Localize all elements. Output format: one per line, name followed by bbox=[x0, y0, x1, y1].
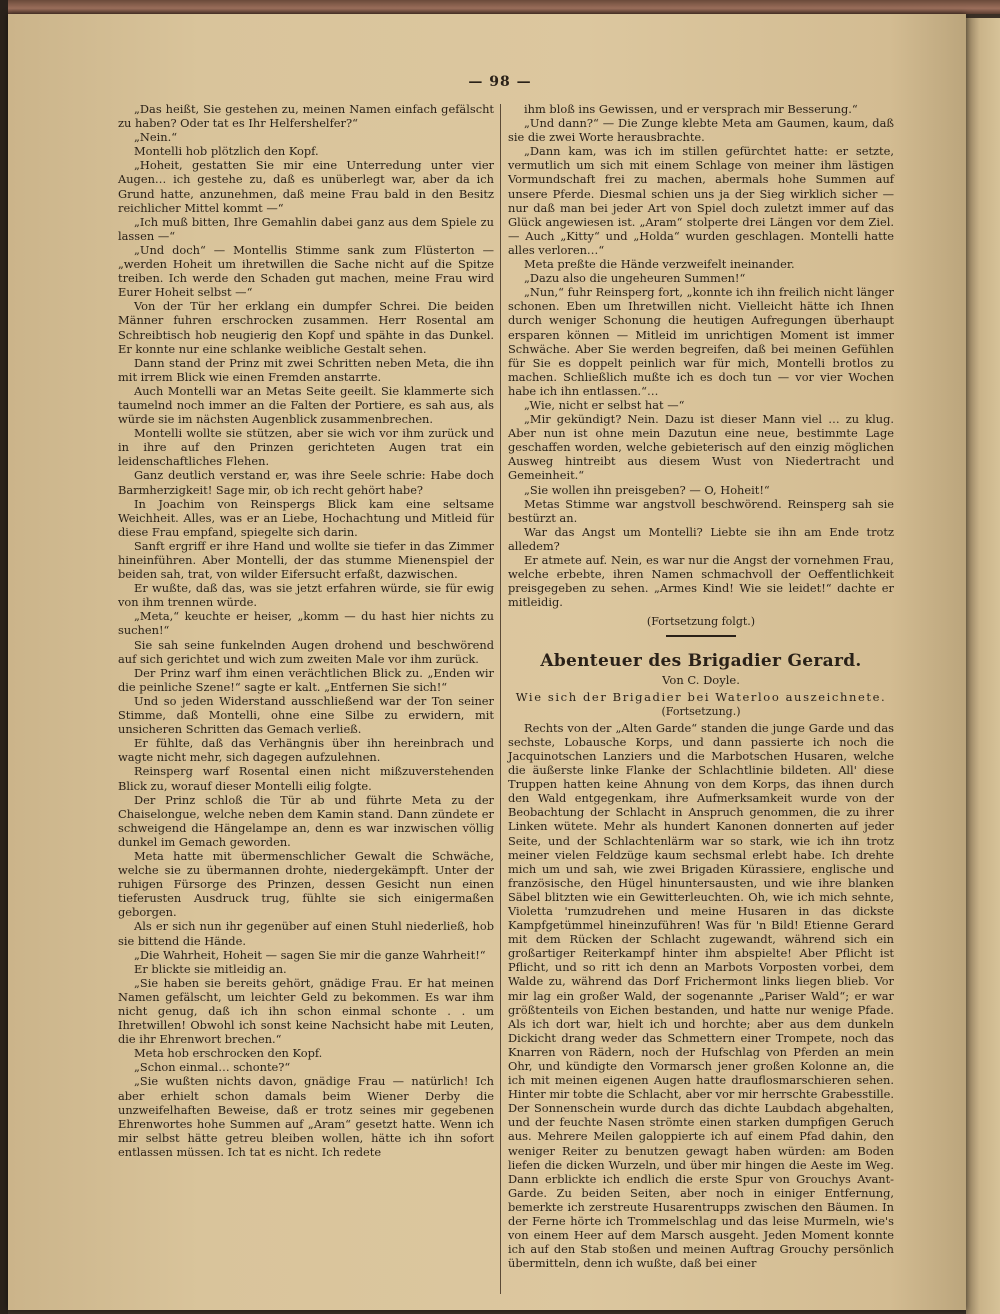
right-column-paragraph: „Sie wollen ihn preisgeben? — O, Hoheit!“ bbox=[524, 482, 770, 497]
right-column-paragraph: Metas Stimme war angstvoll beschwörend. Reinsperg sah sie bestürzt an. bbox=[508, 496, 894, 525]
left-column bbox=[118, 102, 494, 1159]
right-column-paragraph: „Dann kam, was ich im stillen gefürchtet hatte: er setzte, vermutlich um sich mit einem Schlage von meiner ihm lästigen Vormundschaft frei zu machen, abermals hohe Summen auf unsere Pferde. Diesmal schien uns ja der Sieg wirklich sicher — nur daß man bei jeder Art von Spiel doch zuletzt immer auf das Glück angewiesen ist. „Aram“ stolperte drei Längen vor dem Ziel. — Auch „Kitty“ und „Holda“ wurden geschlagen. Montelli hatte alles verloren…“ bbox=[508, 144, 894, 257]
story-continuation bbox=[508, 102, 894, 609]
left-column-paragraph: Und so jeden Widerstand ausschließend war der Ton seiner Stimme, daß Montelli, ohne eine Silbe zu erwidern, mit unsicheren Schritten das Gemach verließ. bbox=[118, 693, 494, 737]
right-column-paragraph: ihm bloß ins Gewissen, und er versprach mir Besserung.“ bbox=[524, 102, 858, 116]
book-binding-strip bbox=[8, 0, 1000, 14]
right-column-paragraph: Meta preßte die Hände verzweifelt ineinander. bbox=[524, 257, 795, 272]
left-column-paragraph: In Joachim von Reinspergs Blick kam eine seltsame Weichheit. Alles, was er an Liebe, Hochachtung und Mitleid für diese Frau empfand, spiegelte sich darin. bbox=[118, 496, 494, 539]
article-paragraph: Rechts von der „Alten Garde“ standen die junge Garde und das sechste, Lobausche Korps, und dann passierte ich noch die Jacquinotschen Lanziers und die Marbotschen Husaren, welche die äußerste linke Flanke der Schlachtlinie bildeten. All' diese Truppen hatten keine Ahnung von dem Korps, das ihnen durch den Wald entgegenkam, ihre Aufmerksamkeit wurde von der Beobachtung der Schlacht in Anspruch genommen, die zu ihrer Linken wütete. Mehr als hundert Kanonen donnerten auf jeder Seite, und der Schlachtenlärm war so stark, wie ich ihn trotz meiner vielen Feldzüge kaum sechsmal erlebt habe. Ich drehte mich um und sah, wie zwei Brigaden Kürassiere, englische und französische, den Hügel hinuntersausten, und wie ihre blanken Säbel blitzten wie ein Gewitterleuchten. Oh, wie ich mich sehnte, Violetta 'rumzudrehen und meine Husaren in das dickste Kampfgetümmel hineinzuführen! Was für 'n Bild! Etienne Gerard mit dem Rücken der Schlacht zugewandt, während sich ein großartiger Reiterkampf hinter ihm abspielte! Aber Pflicht ist Pflicht, und so ritt ich denn an Marbots Vorposten vorbei, dem Walde zu, während das Dorf Frichermont links liegen blieb. Vor mir lag ein großer Wald, der sogenannte „Pariser Wald“; er war größtenteils von Eichen bestanden, und hatte nur wenige Pfade. Als ich dort war, hielt ich und horchte; aber aus dem dunkeln Dickicht drang weder das Schmettern einer Trompete, noch das Knarren von Rädern, noch der Hufschlag von Pferden an mein Ohr, und kündigte den Vormarsch jener großen Kolonne an, die ich mit meinen eigenen Augen hatte drauflosmarschieren sehen. Hinter mir tobte die Schlacht, aber vor mir herrschte Grabesstille. Der Sonnenschein wurde durch das dichte Laubdach abgehalten, und der feuchte Nasen strömte einen starken dumpfigen Geruch aus. Mehrere Meilen galoppierte ich auf einem Pfad dahin, den weniger Reiter zu benutzen gewagt haben würden: am Boden liefen die dicken Wurzeln, und über mir hingen die Aeste im Weg. Dann erblickte ich endlich die erste Spur von Grouchys Avant-Garde. Zu beiden Seiten, aber noch in einiger Entfernung, bemerkte ich zerstreute Husarentrupps zwischen den Bäumen. In der Ferne hörte ich Trommelschlag und das leise Murmeln, wie's von einem Heer auf dem Marsch ausgeht. Jeden Moment konnte ich auf den Stab stoßen und meinen Auftrag Grouchy persönlich übermitteln, denn ich wußte, daß bei einer bbox=[508, 720, 894, 1271]
section-rule bbox=[666, 635, 736, 637]
article-subtitle: Wie sich der Brigadier bei Waterloo auszeichnete. bbox=[515, 689, 887, 704]
to-be-continued-note: (Fortsetzung folgt.) bbox=[646, 615, 756, 629]
right-column-paragraph: „Wie, nicht er selbst hat —“ bbox=[524, 397, 685, 412]
left-column-paragraph: Der Prinz schloß die Tür ab und führte Meta zu der Chaiselongue, welche neben dem Kamin stand. Dann zündete er schweigend die Hängelampe an, denn es war inzwischen völlig dunkel im Gemach geworden. bbox=[118, 792, 494, 849]
left-column-paragraph: Er fühlte, daß das Verhängnis über ihn hereinbrach und wagte nicht mehr, sich dagegen aufzulehnen. bbox=[118, 736, 494, 765]
left-column-paragraph: „Das heißt, Sie gestehen zu, meinen Namen einfach gefälscht zu haben? Oder tat es Ihr Helfershelfer?“ bbox=[118, 102, 494, 131]
left-column-paragraph: Er wußte, daß das, was sie jetzt erfahren würde, sie für ewig von ihm trennen würde. bbox=[118, 581, 494, 610]
scan-left-edge bbox=[0, 0, 8, 1314]
adjacent-page-edge bbox=[966, 18, 1000, 1314]
left-column-paragraph: „Die Wahrheit, Hoheit — sagen Sie mir die ganze Wahrheit!“ bbox=[134, 947, 486, 962]
left-column-paragraph: „Ich muß bitten, Ihre Gemahlin dabei ganz aus dem Spiele zu lassen —“ bbox=[118, 214, 494, 243]
left-column-paragraph: „Nein.“ bbox=[134, 130, 178, 145]
article-continuation-note: (Fortsetzung.) bbox=[661, 704, 741, 718]
left-column-paragraph: „Sie haben sie bereits gehört, gnädige Frau. Er hat meinen Namen gefälscht, um leichter Geld zu bekommen. Es war ihm nicht genug, daß ich ihn schon einmal schonte . . um Ihretwillen! Obwohl ich sonst keine Nachsicht habe mit Leuten, die ihr Ehrenwort brechen.“ bbox=[118, 975, 494, 1047]
right-column-paragraph: War das Angst um Montelli? Liebte sie ihn am Ende trotz alledem? bbox=[508, 524, 894, 553]
left-column-paragraph: Montelli wollte sie stützen, aber sie wich vor ihm zurück und in ihre auf den Prinzen gerichteten Augen trat ein leidenschaftliches Flehen. bbox=[118, 426, 494, 469]
left-column-paragraph: Dann stand der Prinz mit zwei Schritten neben Meta, die ihn mit irrem Blick wie einen Fremden anstarrte. bbox=[118, 355, 494, 384]
right-column-paragraph: „Mir gekündigt? Nein. Dazu ist dieser Mann viel … zu klug. Aber nun ist ohne mein Dazutun eine neue, bestimmte Lage geschaffen worden, welche gebieterisch auf den einzig möglichen Ausweg hintreibt aus diesem Wust von Niedertracht und Gemeinheit.“ bbox=[508, 412, 894, 483]
right-column bbox=[508, 102, 894, 1270]
left-column-paragraph: Montelli hob plötzlich den Kopf. bbox=[134, 144, 319, 159]
article-body bbox=[508, 721, 894, 1271]
left-column-paragraph: Als er sich nun ihr gegenüber auf einen Stuhl niederließ, hob sie bittend die Hände. bbox=[118, 919, 494, 948]
left-column-paragraph: Reinsperg warf Rosental einen nicht mißzuverstehenden Blick zu, worauf dieser Montelli eilig folgte. bbox=[118, 764, 494, 793]
left-column-paragraph: Er blickte sie mitleidig an. bbox=[134, 961, 287, 976]
right-column-paragraph: „Dazu also die ungeheuren Summen!“ bbox=[524, 271, 746, 286]
left-column-paragraph: Der Prinz warf ihm einen verächtlichen Blick zu. „Enden wir die peinliche Szene!“ sagte er kalt. „Entfernen Sie sich!“ bbox=[118, 665, 494, 694]
left-column-paragraph: Meta hob erschrocken den Kopf. bbox=[134, 1046, 323, 1061]
left-column-paragraph: „Hoheit, gestatten Sie mir eine Unterredung unter vier Augen… ich gestehe zu, daß es unüberlegt war, aber da ich Grund hatte, anzunehmen, daß meine Frau bald in den Besitz reichlicher Mittel kommt —“ bbox=[118, 158, 494, 215]
left-column-paragraph: Sie sah seine funkelnden Augen drohend und beschwörend auf sich gerichtet und wich zum zweiten Male vor ihm zurück. bbox=[118, 637, 494, 666]
left-column-paragraph: „Schon einmal… schonte?“ bbox=[134, 1060, 291, 1075]
left-column-paragraph: „Und doch“ — Montellis Stimme sank zum Flüsterton — „werden Hoheit um ihretwillen die Sache nicht auf die Spitze treiben. Ich werde den Schaden gut machen, meine Frau wird Eurer Hoheit selbst —“ bbox=[118, 242, 494, 300]
right-column-paragraph: „Nun,“ fuhr Reinsperg fort, „konnte ich ihn freilich nicht länger schonen. Eben um Ihretwillen nicht. Vielleicht hätte ich Ihnen durch weniger Schonung die heutigen Aufregungen überhaupt ersparen können — Mitleid im unrichtigen Moment ist immer Schwäche. Aber Sie werden begreifen, daß bei meinen Gefühlen für Sie es doppelt peinlich war für mich, Montelli brotlos zu machen. Schließlich mußte ich es doch tun — vor vier Wochen habe ich ihn entlassen.“… bbox=[508, 285, 894, 398]
article-author: Von C. Doyle. bbox=[662, 673, 740, 688]
left-column-paragraph: Meta hatte mit übermenschlicher Gewalt die Schwäche, welche sie zu übermannen drohte, niedergekämpft. Unter der ruhigen Fürsorge des Prinzen, dessen Gesicht nun einen tieferusten Ausdruck trug, fühlte sie sich einigermaßen geborgen. bbox=[118, 848, 494, 920]
left-column-paragraph: Von der Tür her erklang ein dumpfer Schrei. Die beiden Männer fuhren erschrocken zusammen. Herr Rosental am Schreibtisch hob neugierig den Kopf und spähte in das Dunkel. Er konnte nur eine schlanke weibliche Gestalt sehen. bbox=[118, 299, 494, 356]
left-column-paragraph: Sanft ergriff er ihre Hand und wollte sie tiefer in das Zimmer hineinführen. Aber Montelli, der das stumme Mienenspiel der beiden sah, trat, von wilder Eifersucht erfaßt, dazwischen. bbox=[118, 538, 494, 582]
column-divider bbox=[500, 104, 501, 1294]
page-number: — 98 — bbox=[468, 74, 532, 90]
left-column-paragraph: „Sie wußten nichts davon, gnädige Frau — natürlich! Ich aber erhielt schon damals beim Wiener Derby die unzweifelhaften Beweise, daß er trotz seines mir gegebenen Ehrenwortes hohe Summen auf „Aram“ gesetzt hatte. Wenn ich mir selbst hätte getreu bleiben wollen, hätte ich ihn sofort entlassen müssen. Ich tat es nicht. Ich redete bbox=[118, 1074, 494, 1159]
right-column-paragraph: Er atmete auf. Nein, es war nur die Angst der vornehmen Frau, welche erbebte, ihren Namen schmachvoll der Oeffentlichkeit preisgegeben zu sehen. „Armes Kind! Wie sie leidet!“ dachte er mitleidig. bbox=[508, 553, 894, 610]
left-column-paragraph: „Meta,“ keuchte er heiser, „komm — du hast hier nichts zu suchen!“ bbox=[118, 609, 494, 638]
article-title: Abenteuer des Brigadier Gerard. bbox=[540, 651, 862, 672]
left-column-paragraph: Ganz deutlich verstand er, was ihre Seele schrie: Habe doch Barmherzigkeit! Sage mir, ob ich recht gehört habe? bbox=[118, 468, 494, 497]
left-column-paragraph: Auch Montelli war an Metas Seite geeilt. Sie klammerte sich taumelnd noch immer an die Falten der Portiere, es sah aus, als würde sie im nächsten Augenblick zusammenbrechen. bbox=[118, 383, 494, 427]
right-column-paragraph: „Und dann?“ — Die Zunge klebte Meta am Gaumen, kaum, daß sie die zwei Worte herausbrachte. bbox=[508, 116, 894, 145]
